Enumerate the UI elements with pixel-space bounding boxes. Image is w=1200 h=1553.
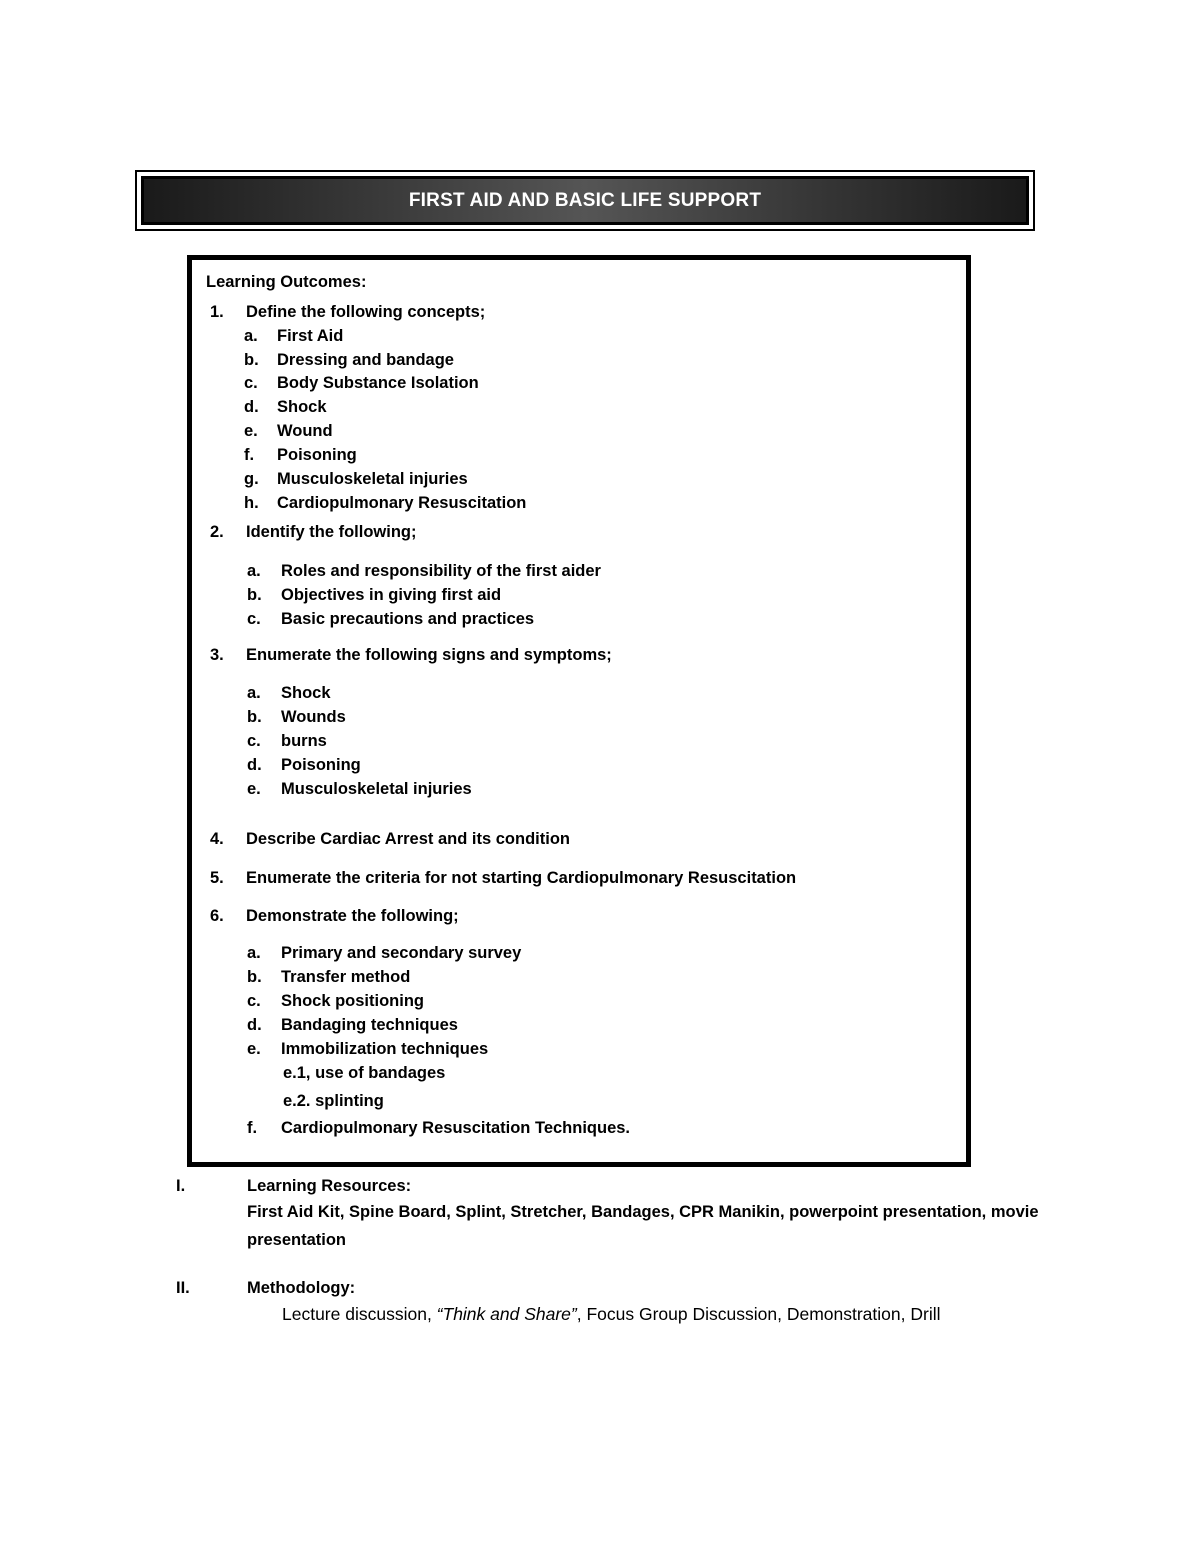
subitem-text: Roles and responsibility of the first aider — [281, 562, 601, 580]
subitem-text: Immobilization techniques — [281, 1040, 489, 1058]
section-body: First Aid Kit, Spine Board, Splint, Stretcher, Bandages, CPR Manikin, powerpoint presentation, movie — [247, 1203, 1039, 1221]
subitem-label: c. — [247, 732, 261, 750]
subitem-label: f. — [247, 1119, 258, 1137]
subitem-text: Poisoning — [281, 756, 361, 774]
subitem-text: Musculoskeletal injuries — [277, 470, 468, 488]
subitem-label: b. — [244, 351, 259, 369]
methodology-italic: “Think and Share” — [436, 1304, 577, 1324]
outcome-number: 6. — [210, 907, 224, 925]
subitem-text: Shock — [277, 398, 327, 416]
learning-outcomes-heading: Learning Outcomes: — [206, 273, 367, 291]
methodology-text: , Focus Group Discussion, Demonstration, Drill — [576, 1304, 941, 1324]
section-heading: Learning Resources: — [247, 1177, 412, 1195]
subitem-label: a. — [247, 562, 261, 580]
outcome-text: Enumerate the criteria for not starting Cardiopulmonary Resuscitation — [246, 869, 797, 887]
outcome-text: Demonstrate the following; — [246, 907, 459, 925]
subitem-text: Cardiopulmonary Resuscitation — [277, 494, 527, 512]
page-title: FIRST AID AND BASIC LIFE SUPPORT — [141, 176, 1029, 225]
methodology-text: Lecture discussion, — [282, 1304, 437, 1324]
subitem-label: a. — [247, 944, 261, 962]
subitem-text: First Aid — [277, 327, 344, 345]
outcome-text: Define the following concepts; — [246, 303, 486, 321]
subitem-text: Transfer method — [281, 968, 411, 986]
subitem-text: Body Substance Isolation — [277, 374, 479, 392]
subitem-label: d. — [244, 398, 259, 416]
section-numeral: II. — [176, 1279, 190, 1297]
outcome-number: 5. — [210, 869, 224, 887]
subitem-label: e. — [247, 1040, 261, 1058]
subitem-label: g. — [244, 470, 259, 488]
subitem-text: Poisoning — [277, 446, 357, 464]
subitem-text: Basic precautions and practices — [281, 610, 535, 628]
section-numeral: I. — [176, 1177, 186, 1195]
subitem-text: Primary and secondary survey — [281, 944, 522, 962]
subitem-label: b. — [247, 708, 262, 726]
subitem-text: Wound — [277, 422, 333, 440]
outcome-number: 1. — [210, 303, 224, 321]
subitem-text: Shock — [281, 684, 331, 702]
subitem-label: e. — [244, 422, 258, 440]
subitem-label: b. — [247, 586, 262, 604]
outcome-number: 4. — [210, 830, 224, 848]
subitem-text: Shock positioning — [281, 992, 424, 1010]
subitem-label: h. — [244, 494, 259, 512]
subitem-text: Dressing and bandage — [277, 351, 454, 369]
section-heading: Methodology: — [247, 1279, 356, 1297]
outcome-number: 3. — [210, 646, 224, 664]
outcome-text: Enumerate the following signs and symptoms; — [246, 646, 612, 664]
subitem-text: e.2. splinting — [283, 1092, 384, 1110]
subitem-label: e. — [247, 780, 261, 798]
subitem-text: Wounds — [281, 708, 346, 726]
subitem-label: a. — [244, 327, 258, 345]
section-body — [282, 1304, 940, 1324]
subitem-label: d. — [247, 1016, 262, 1034]
subitem-label: c. — [244, 374, 258, 392]
outcome-number: 2. — [210, 523, 224, 541]
subitem-text: Musculoskeletal injuries — [281, 780, 472, 798]
subitem-label: c. — [247, 610, 261, 628]
subitem-text: burns — [281, 732, 327, 750]
section-body: presentation — [247, 1231, 347, 1249]
outcome-text: Describe Cardiac Arrest and its condition — [246, 830, 570, 848]
subitem-text: Objectives in giving first aid — [281, 586, 502, 604]
subitem-label: f. — [244, 446, 255, 464]
subitem-text: Bandaging techniques — [281, 1016, 458, 1034]
outcome-text: Identify the following; — [246, 523, 417, 541]
subitem-label: d. — [247, 756, 262, 774]
subitem-label: b. — [247, 968, 262, 986]
subitem-label: c. — [247, 992, 261, 1010]
subitem-label: a. — [247, 684, 261, 702]
subitem-text: e.1, use of bandages — [283, 1064, 446, 1082]
title-banner — [135, 170, 1035, 231]
subitem-text: Cardiopulmonary Resuscitation Techniques. — [281, 1119, 631, 1137]
